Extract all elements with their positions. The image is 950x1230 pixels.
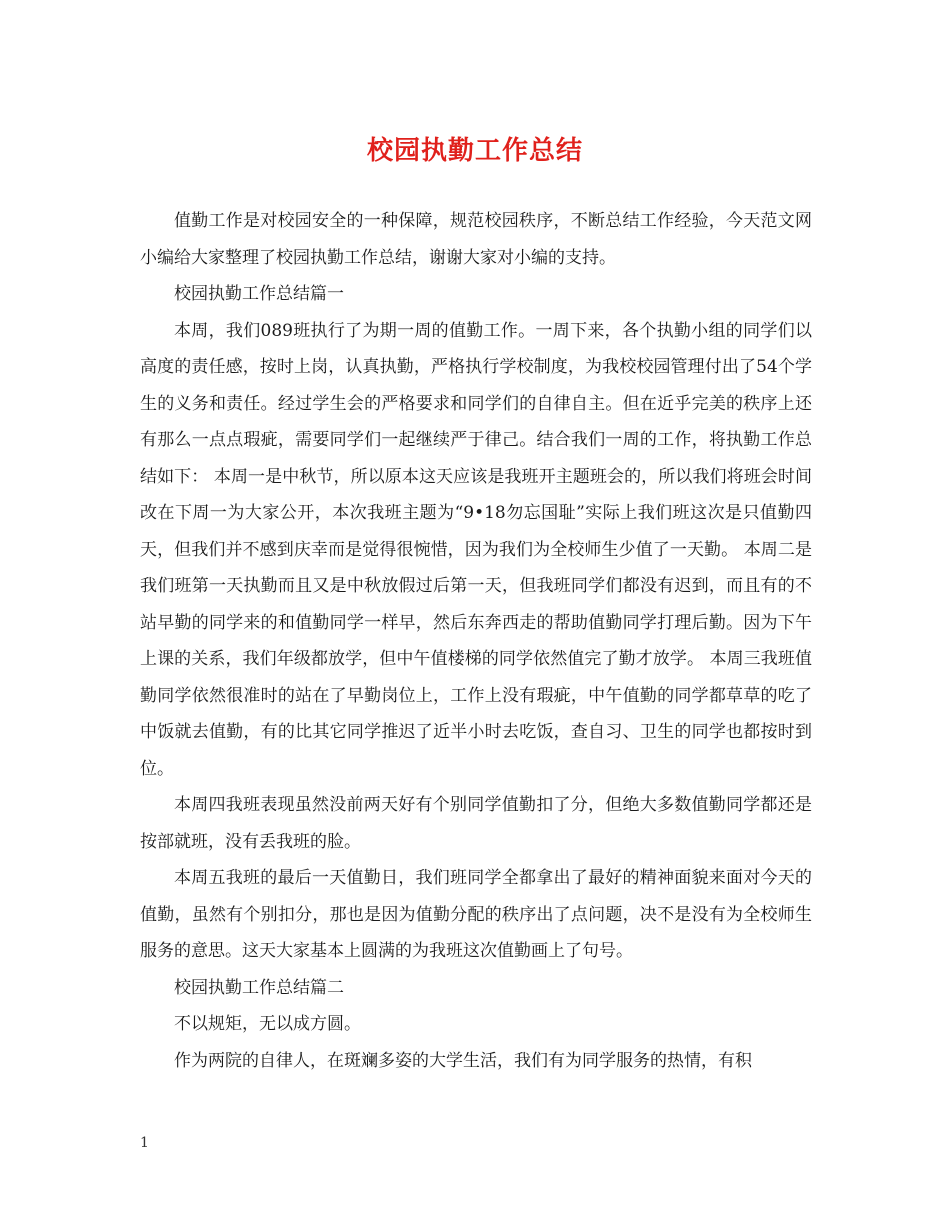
intro-paragraph: 值勤工作是对校园安全的一种保障，规范校园秩序，不断总结工作经验，今天范文网小编给大家整理了校园执勤工作总结，谢谢大家对小编的支持。 [140,211,812,268]
document-body [140,203,812,1079]
document-title: 校园执勤工作总结 [366,136,583,166]
section-heading-part-one: 校园执勤工作总结篇一 [174,284,344,304]
body-paragraph: 作为两院的自律人，在斑斓多姿的大学生活，我们有为同学服务的热情，有积 [174,1050,752,1071]
body-paragraph: 本周四我班表现虽然没前两天好有个别同学值勤扣了分，但绝大多数值勤同学都还是按部就班，没有丢我班的脸。 [140,795,812,852]
body-paragraph: 本周五我班的最后一天值勤日，我们班同学全都拿出了最好的精神面貌来面对今天的值勤，虽然有个别扣分，那也是因为值勤分配的秩序出了点问题，决不是没有为全校师生服务的意思。这天大家基本上圆满的为我班这次值勤画上了句号。 [140,868,812,961]
page-number: 1 [140,1135,149,1151]
body-paragraph: 不以规矩，无以成方圆。 [174,1014,361,1034]
body-paragraph: 本周，我们089班执行了为期一周的值勤工作。一周下来，各个执勤小组的同学们以高度的责任感，按时上岗，认真执勤，严格执行学校制度，为我校校园管理付出了54个学生的义务和责任。经过学生会的严格要求和同学们的自律自主。但在近乎完美的秩序上还有那么一点点瑕疵，需要同学们一起继续严于律己。结合我们一周的工作，将执勤工作总结如下： 本周一是中秋节，所以原本这天应该是我班开主题班会的，所以我们将班会时间改在下周一为大家公开，本次我班主题为“9•18勿忘国耻”实际上我们班这次是只值勤四天，但我们并不感到庆幸而是觉得很惋惜，因为我们为全校师生少值了一天勤。 本周二是我们班第一天执勤而且又是中秋放假过后第一天，但我班同学们都没有迟到，而且有的不站早勤的同学来的和值勤同学一样早，然后东奔西走的帮助值勤同学打理后勤。因为下午上课的关系，我们年级都放学，但中午值楼梯的同学依然值完了勤才放学。 本周三我班值勤同学依然很准时的站在了早勤岗位上，工作上没有瑕疵，中午值勤的同学都草草的吃了中饭就去值勤，有的比其它同学推迟了近半小时去吃饭，查自习、卫生的同学也都按时到位。 [140,320,812,779]
section-heading-part-two: 校园执勤工作总结篇二 [174,977,344,998]
